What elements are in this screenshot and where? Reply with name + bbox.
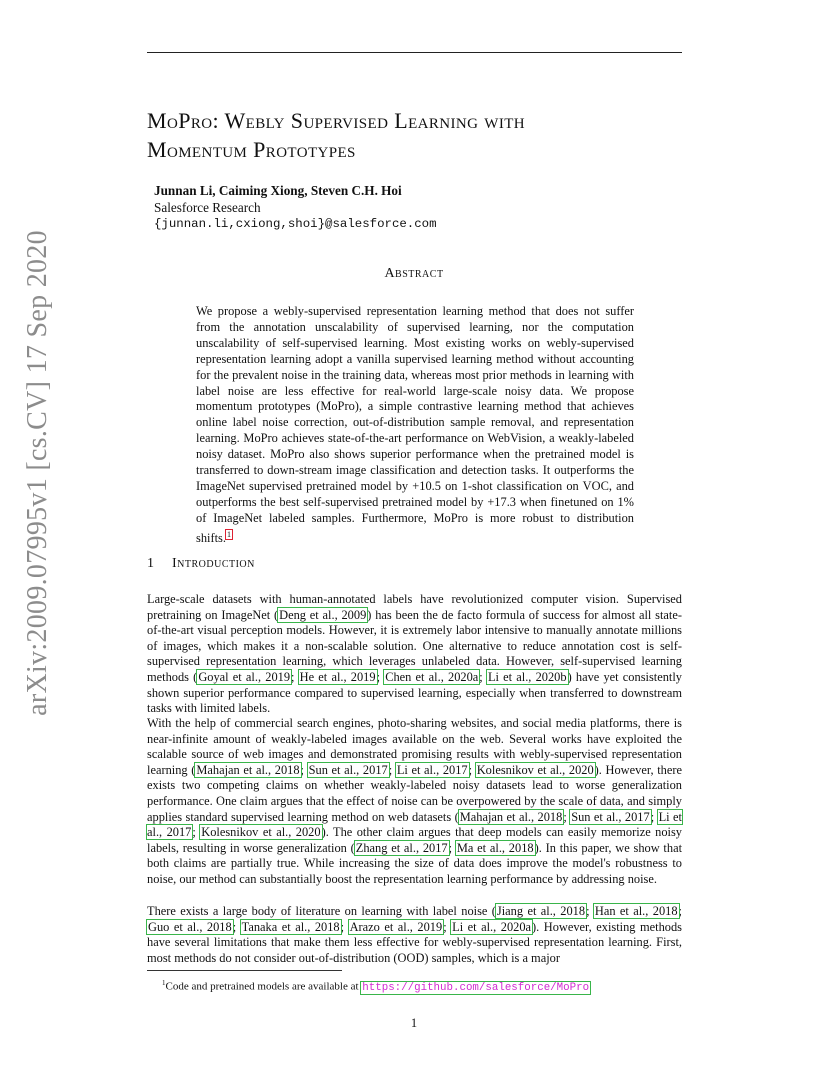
text-run: ; bbox=[192, 825, 201, 840]
abstract-text bbox=[196, 304, 634, 547]
text-run: Large-scale datasets with human-annotated labels have revolutionized computer vision. Supervised pretraining on ImageNet ( bbox=[147, 592, 682, 622]
footnote-text: Code and pretrained models are available at bbox=[165, 980, 362, 993]
title-line-2: Momentum Prototypes bbox=[147, 137, 356, 162]
text-run: ; bbox=[291, 669, 299, 684]
text-run: ; bbox=[232, 919, 241, 934]
citation-link[interactable]: Chen et al., 2020a bbox=[385, 669, 479, 684]
citation-link[interactable]: Li et al., 2020a bbox=[452, 919, 532, 934]
section-number: 1 bbox=[147, 556, 155, 571]
arxiv-identifier[interactable]: arXiv:2009.07995v1 [cs.CV] 17 Sep 2020 bbox=[22, 230, 53, 716]
citation-link[interactable]: Arazo et al., 2019 bbox=[349, 919, 443, 934]
citation-link[interactable]: Han et al., 2018 bbox=[594, 904, 678, 918]
footnote-rule bbox=[147, 970, 342, 971]
text-run: ; bbox=[340, 919, 349, 934]
citation-link[interactable]: Li et al., 2017 bbox=[147, 809, 682, 840]
footnote bbox=[162, 976, 590, 995]
text-run: ) has been the de facto formula of success for almost all state-of-the-art visual perception models. However, it is extremely labor intensive to manually annotate millions of images, which makes it a non-scalable solution. One alternative to reduce annotation cost is self-supervised representation learning, which leverages unlabeled data. However, self-supervised learning methods ( bbox=[147, 607, 682, 684]
footnote-link[interactable]: 1 bbox=[226, 529, 231, 539]
paper-title bbox=[147, 106, 687, 164]
text-run: ) have yet consistently shown superior performance compared to supervised learning, especially when transferred to downstream tasks with limited labels. bbox=[147, 669, 682, 716]
citation-link[interactable]: He et al., 2019 bbox=[299, 669, 376, 684]
title-line-1: MoPro: Webly Supervised Learning with bbox=[147, 108, 526, 133]
top-rule bbox=[147, 52, 682, 53]
text-run: ; bbox=[468, 762, 476, 777]
citation-link[interactable]: Goyal et al., 2019 bbox=[198, 669, 291, 684]
text-run: ). The other claim argues that deep models can easily memorize noisy labels, resulting in worse generalization ( bbox=[147, 825, 682, 855]
intro-paragraph-3 bbox=[147, 904, 682, 966]
citation-link[interactable]: Jiang et al., 2018 bbox=[496, 904, 586, 918]
text-run: ; bbox=[479, 669, 487, 684]
text-run: ; bbox=[376, 669, 385, 684]
author-block bbox=[154, 183, 437, 233]
text-run: With the help of commercial search engines, photo-sharing websites, and social media platforms, there is near-infinite amount of weakly-labeled images available on the web. Several works have exploited the scalable source of web images and demonstrated promising results with webly-supervised representation learning ( bbox=[147, 716, 682, 777]
text-run: ; bbox=[300, 762, 308, 777]
text-run: ; bbox=[678, 904, 682, 918]
abstract-heading: Abstract bbox=[384, 266, 444, 281]
page-number: 1 bbox=[410, 1016, 418, 1030]
citation-link[interactable]: Guo et al., 2018 bbox=[148, 919, 232, 934]
text-run: There exists a large body of literature on learning with label noise ( bbox=[147, 904, 496, 918]
citation-link[interactable]: Tanaka et al., 2018 bbox=[241, 919, 340, 934]
text-run: ; bbox=[388, 762, 396, 777]
citation-link[interactable]: Li et al., 2020b bbox=[487, 669, 567, 684]
abstract-body-text: We propose a webly-supervised representation learning method that does not suffer from the annotation unscalability of supervised learning, nor the computation unscalability of self-supervised learning. Most existing works on webly-supervised representation learning adopt a vanilla supervised learning method without accounting for the prevalent noise in the training data, whereas most prior methods in learning with label noise are less effective for real-world large-scale noisy data. We propose momentum prototypes (MoPro), a simple contrastive learning method that achieves online label noise correction, out-of-distribution sample removal, and representation learning. MoPro achieves state-of-the-art performance on WebVision, a weakly-labeled noisy dataset. MoPro also shows superior performance when the pretrained model is transferred to down-stream image classification and detection tasks. It outperforms the ImageNet supervised pretrained model by +10.5 on 1-shot classification on VOC, and outperforms the best self-supervised pretrained model by +17.3 when finetuned on 1% of ImageNet labeled samples. Furthermore, MoPro is more robust to distribution shifts. bbox=[196, 304, 634, 545]
citation-link[interactable]: Ma et al., 2018 bbox=[456, 840, 534, 855]
text-run: ). In this paper, we show that both claims are partially true. While increasing the size of data does improve the model's robustness to noise, our method can substantially boost the representation learning performance by addressing noise. bbox=[147, 840, 683, 886]
intro-paragraph-1 bbox=[147, 592, 682, 717]
text-run: ; bbox=[443, 919, 452, 934]
footnote-mark: 1 bbox=[162, 979, 166, 987]
citation-link[interactable]: Sun et al., 2017 bbox=[571, 809, 650, 824]
citation-link[interactable]: Li et al., 2017 bbox=[396, 762, 468, 777]
citation-link[interactable]: Deng et al., 2009 bbox=[279, 607, 367, 622]
citation-link[interactable]: Mahajan et al., 2018 bbox=[459, 809, 563, 824]
text-run: ). However, there exists two competing claims on whether weakly-labeled noisy datasets lead to worse generalization performance. One claim argues that the effect of noise can be overpowered by the scale of data, and simply applies standard supervised learning method on web datasets ( bbox=[147, 762, 682, 824]
github-link[interactable]: https://github.com/salesforce/MoPro bbox=[362, 981, 590, 994]
citation-link[interactable]: Sun et al., 2017 bbox=[308, 762, 388, 777]
text-run: ; bbox=[448, 840, 456, 855]
citation-link[interactable]: Kolesnikov et al., 2020 bbox=[201, 825, 321, 840]
section-title: Introduction bbox=[172, 556, 255, 571]
citation-link[interactable]: Kolesnikov et al., 2020 bbox=[476, 762, 594, 777]
intro-paragraph-2 bbox=[147, 716, 682, 888]
citation-link[interactable]: Zhang et al., 2017 bbox=[355, 840, 448, 855]
author-affiliation: Salesforce Research bbox=[154, 199, 261, 215]
citation-link[interactable]: Mahajan et al., 2018 bbox=[196, 762, 300, 777]
text-run: ; bbox=[586, 904, 594, 918]
section-heading-introduction bbox=[147, 556, 255, 572]
text-run: ). However, existing methods have several limitations that make them less effective for webly-supervised representation learning. First, most methods do not consider out-of-distribution (OOD) samples, which is a major bbox=[147, 919, 682, 965]
author-email: {junnan.li,cxiong,shoi}@salesforce.com bbox=[154, 217, 437, 231]
author-names: Junnan Li, Caiming Xiong, Steven C.H. Hoi bbox=[154, 183, 402, 198]
text-run: ; bbox=[563, 809, 571, 824]
text-run: ; bbox=[650, 809, 658, 824]
